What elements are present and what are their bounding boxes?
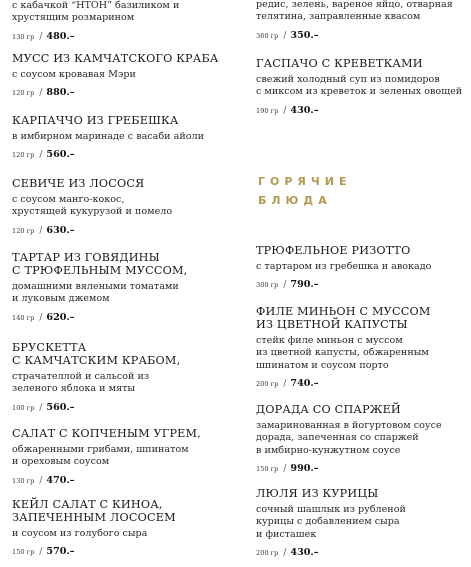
menu-item-name: ДОРАДА СО СПАРЖЕЙ bbox=[256, 403, 401, 416]
menu-item-crab-bruschetta bbox=[12, 341, 234, 413]
menu-item-name: ТРЮФЕЛЬНОЕ РИЗОТТО bbox=[256, 244, 411, 257]
price-separator: / bbox=[39, 475, 43, 486]
menu-item-weight: 300 гр bbox=[256, 281, 279, 290]
price-separator: / bbox=[39, 31, 43, 42]
menu-item-price-row bbox=[12, 402, 234, 413]
menu-item-price: 480.– bbox=[46, 30, 75, 42]
menu-item-weight: 200 гр bbox=[256, 380, 279, 389]
menu-item-price: 990.– bbox=[290, 463, 319, 475]
menu-item-description: домашними вялеными томатами и луковым джемом bbox=[12, 281, 179, 305]
menu-item-partial-okroshka bbox=[256, 0, 466, 41]
menu-item-price-row bbox=[12, 149, 234, 160]
menu-item-price-row bbox=[256, 279, 466, 290]
menu-item-description: сочный шашлык из рубленой курицы с добавлением сыра и фисташек bbox=[256, 504, 406, 540]
menu-item-description: с тартаром из гребешка и авокадо bbox=[256, 261, 432, 272]
price-separator: / bbox=[39, 312, 43, 323]
price-separator: / bbox=[283, 379, 287, 390]
menu-item-name: БРУСКЕТТА С КАМЧАТСКИМ КРАБОМ, bbox=[12, 341, 181, 367]
menu-item-price-row bbox=[12, 475, 234, 486]
menu-item-price-row bbox=[256, 547, 466, 558]
menu-item-price: 430.– bbox=[290, 104, 319, 116]
menu-item-gazpacho bbox=[256, 57, 466, 116]
price-separator: / bbox=[39, 225, 43, 236]
menu-item-weight: 130 гр bbox=[12, 32, 35, 41]
menu-item-partial-top bbox=[12, 0, 234, 42]
menu-item-beef-tartare bbox=[12, 251, 234, 323]
price-separator: / bbox=[283, 548, 287, 559]
menu-item-price: 880.– bbox=[46, 87, 75, 99]
menu-item-price-row bbox=[12, 225, 234, 236]
menu-item-price-row bbox=[256, 463, 466, 474]
price-separator: / bbox=[283, 105, 287, 116]
menu-item-weight: 190 гр bbox=[256, 106, 279, 115]
menu-item-name: ЛЮЛЯ ИЗ КУРИЦЫ bbox=[256, 487, 379, 500]
menu-item-weight: 120 гр bbox=[12, 151, 35, 160]
menu-item-price-row bbox=[12, 31, 234, 42]
menu-item-price: 570.– bbox=[46, 546, 75, 558]
menu-item-description: и соусом из голубого сыра bbox=[12, 528, 148, 539]
menu-item-description: свежий холодный суп из помидоров с миксом из креветок и зеленых овощей bbox=[256, 74, 463, 98]
menu-item-weight: 140 гр bbox=[12, 313, 35, 322]
menu-item-salmon-ceviche bbox=[12, 177, 234, 236]
menu-item-filet-mignon bbox=[256, 305, 466, 389]
menu-item-description: с кабачкой “НТОН” базиликом и хрустящим розмарином bbox=[12, 0, 180, 24]
price-separator: / bbox=[39, 150, 43, 161]
menu-item-description: редис, зелень, вареное яйцо, отварная телятина, заправленные квасом bbox=[256, 0, 453, 23]
menu-item-price: 350.– bbox=[290, 29, 319, 41]
menu-item-weight: 150 гр bbox=[256, 465, 279, 474]
price-separator: / bbox=[283, 280, 287, 291]
menu-item-price-row bbox=[12, 87, 234, 98]
menu-item-description: страчателлой и сальсой из зеленого яблока и мяты bbox=[12, 371, 150, 395]
menu-item-price: 560.– bbox=[46, 401, 75, 413]
menu-item-name: ФИЛЕ МИНЬОН С МУССОМ ИЗ ЦВЕТНОЙ КАПУСТЫ bbox=[256, 305, 431, 331]
menu-item-name: ТАРТАР ИЗ ГОВЯДИНЫ С ТРЮФЕЛЬНЫМ МУССОМ, bbox=[12, 251, 188, 277]
menu-item-weight: 130 гр bbox=[12, 476, 35, 485]
menu-item-weight: 120 гр bbox=[12, 89, 35, 98]
menu-item-name: ГАСПАЧО С КРЕВЕТКАМИ bbox=[256, 57, 423, 70]
menu-item-price-row bbox=[256, 30, 466, 41]
menu-item-name: КЕЙЛ САЛАТ С КИНОА, ЗАПЕЧЕННЫМ ЛОСОСЕМ bbox=[12, 498, 176, 524]
menu-item-dorado bbox=[256, 403, 466, 474]
menu-item-weight: 200 гр bbox=[256, 549, 279, 558]
menu-item-weight: 120 гр bbox=[12, 226, 35, 235]
menu-item-kale-salad bbox=[12, 498, 234, 557]
menu-item-description: стейк филе миньон с муссом из цветной капусты, обжаренным шпинатом и соусом порто bbox=[256, 335, 429, 371]
price-separator: / bbox=[39, 402, 43, 413]
menu-item-chicken-lyulya bbox=[256, 487, 466, 558]
menu-item-price-row bbox=[12, 546, 234, 557]
menu-item-description: с соусом манго-кокос, хрустящей кукурузой и помело bbox=[12, 194, 173, 218]
menu-item-price: 560.– bbox=[46, 149, 75, 161]
menu-item-price: 470.– bbox=[46, 474, 75, 486]
menu-item-weight: 150 гр bbox=[12, 548, 35, 557]
menu-item-price: 630.– bbox=[46, 224, 75, 236]
menu-item-weight: 360 гр bbox=[256, 31, 279, 40]
menu-item-weight: 100 гр bbox=[12, 403, 35, 412]
menu-item-name: САЛАТ С КОПЧЕНЫМ УГРЕМ, bbox=[12, 427, 201, 440]
menu-item-price-row bbox=[256, 105, 466, 116]
menu-item-name: СЕВИЧЕ ИЗ ЛОСОСЯ bbox=[12, 177, 145, 190]
menu-item-price-row bbox=[12, 312, 234, 323]
price-separator: / bbox=[39, 88, 43, 99]
section-title-hot-dishes: ГОРЯЧИЕ БЛЮДА bbox=[258, 175, 352, 207]
price-separator: / bbox=[39, 547, 43, 558]
menu-item-description: в имбирном маринаде с васаби айоли bbox=[12, 131, 205, 142]
menu-item-price: 790.– bbox=[290, 279, 319, 291]
menu-item-name: КАРПАЧЧО ИЗ ГРЕБЕШКА bbox=[12, 114, 179, 127]
menu-item-price: 620.– bbox=[46, 311, 75, 323]
menu-item-price: 740.– bbox=[290, 378, 319, 390]
price-separator: / bbox=[283, 30, 287, 41]
menu-item-truffle-risotto bbox=[256, 244, 466, 290]
price-separator: / bbox=[283, 464, 287, 475]
menu-item-name: МУСС ИЗ КАМЧАТСКОГО КРАБА bbox=[12, 52, 219, 65]
menu-item-scallop-carpaccio bbox=[12, 114, 234, 160]
menu-item-description: замаринованная в йогуртовом соусе дорада, запеченная со спаржей в имбирно-кунжутном соусе bbox=[256, 420, 442, 456]
menu-item-smoked-eel-salad bbox=[12, 427, 234, 486]
menu-item-price: 430.– bbox=[290, 547, 319, 559]
menu-item-crab-mousse bbox=[12, 52, 234, 98]
menu-item-price-row bbox=[256, 378, 466, 389]
menu-item-description: с соусом кровавая Мэри bbox=[12, 69, 136, 80]
menu-item-description: обжаренными грибами, шпинатом и ореховым соусом bbox=[12, 444, 189, 468]
